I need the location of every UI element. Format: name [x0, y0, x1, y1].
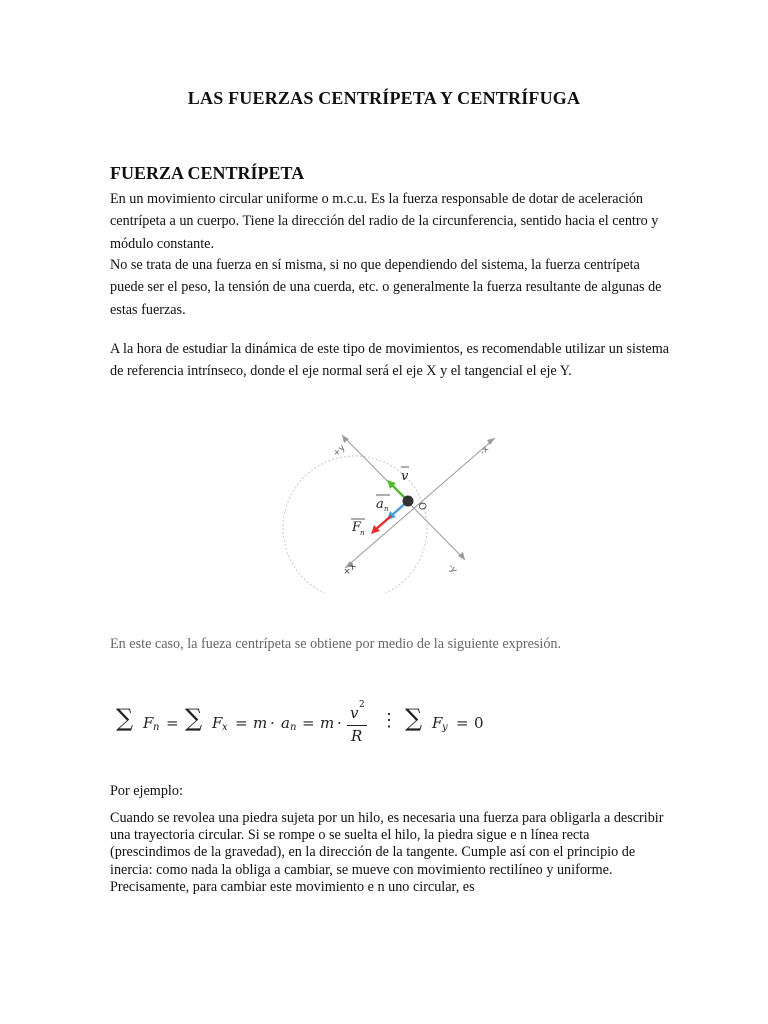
formula-an-sub: n	[290, 722, 297, 733]
paragraph-reference-system: A la hora de estudiar la dinámica de este tipo de movimientos, es recomendable utilizar un sistema de referencia intrínseco, donde el eje normal será el eje X y el tangencial el eje Y.	[110, 341, 670, 380]
paragraph-definition: En un movimiento circular uniforme o m.c.u. Es la fuerza responsable de dotar de aceleración centrípeta a un cuerpo. Tiene la dirección del radio de la circunferencia, sentido hacia el centro y módulo constante.	[110, 191, 659, 252]
point-label-o: O	[415, 500, 429, 513]
formula-separator: ⋮	[380, 710, 398, 731]
formula-sum-3: ∑	[405, 704, 423, 732]
formula-sub-y: y	[442, 722, 448, 733]
formula-eq-2: =	[235, 714, 248, 732]
body-point	[403, 496, 414, 507]
formula-fraction-bar	[347, 725, 367, 726]
section-heading: FUERZA CENTRÍPETA	[110, 163, 305, 183]
vector-label-an: a	[376, 497, 384, 512]
centripetal-formula	[116, 700, 496, 750]
y-axis-arrow-positive	[342, 435, 349, 443]
formula-eq-1: =	[166, 714, 179, 732]
formula-m-1: m	[253, 714, 268, 732]
formula-zero: 0	[474, 714, 484, 732]
formula-an: a	[281, 714, 290, 732]
axis-label-plus-y: +y	[331, 442, 348, 460]
formula-sub-x: x	[222, 722, 228, 733]
force-vector	[375, 516, 391, 530]
vector-label-fn: F	[352, 520, 362, 535]
formula-v: v	[350, 704, 359, 722]
paragraph-nature: No se trata de una fuerza en sí misma, si no que dependiendo del sistema, la fuerza centrípeta puede ser el peso, la tensión de una cuerda, etc. o generalmente la fuerza resultante de algunas de estas fuerzas.	[110, 257, 662, 318]
example-label: Por ejemplo:	[110, 783, 183, 799]
formula-r: R	[351, 727, 363, 745]
formula-m-2: m	[320, 714, 335, 732]
formula-sum-1: ∑	[116, 704, 134, 732]
y-axis-arrow-negative	[458, 552, 465, 560]
formula-dot-1: ·	[270, 714, 275, 732]
vector-label-an-sub: n	[384, 505, 389, 513]
axis-label-minus-y: -y	[445, 562, 459, 576]
formula-f: F	[143, 714, 154, 732]
centripetal-force-diagram	[275, 428, 505, 593]
vector-label-v: v	[401, 469, 409, 484]
formula-v-sq: 2	[359, 700, 365, 710]
axis-label-minus-x: -x	[478, 444, 492, 458]
vector-label-fn-sub: n	[360, 529, 365, 537]
document-title: LAS FUERZAS CENTRÍPETA Y CENTRÍFUGA	[187, 88, 581, 108]
formula-fy: F	[432, 714, 443, 732]
formula-eq-4: =	[456, 714, 469, 732]
formula-dot-2: ·	[337, 714, 342, 732]
formula-fx: F	[212, 714, 223, 732]
formula-sub-n: n	[153, 722, 160, 733]
formula-sum-2: ∑	[185, 704, 203, 732]
formula-eq-3: =	[302, 714, 315, 732]
axis-label-plus-x: +x	[340, 560, 359, 579]
formula-caption: En este caso, la fueza centrípeta se obtiene por medio de la siguiente expresión.	[110, 636, 562, 652]
paragraph-example: Cuando se revolea una piedra sujeta por un hilo, es necesaria una fuerza para obligarla a describir una trayectoria circular. Si se rompe o se suelta el hilo, la piedra sigue e n línea recta (prescindimos de la gravedad), en la dirección de la tangente. Cumple así con el principio de inercia: como nada la obliga a cambiar, se mueve con movimiento rectilíneo y uniforme. Precisamente, para cambiar este movimiento e n uno circular, es	[110, 810, 664, 895]
